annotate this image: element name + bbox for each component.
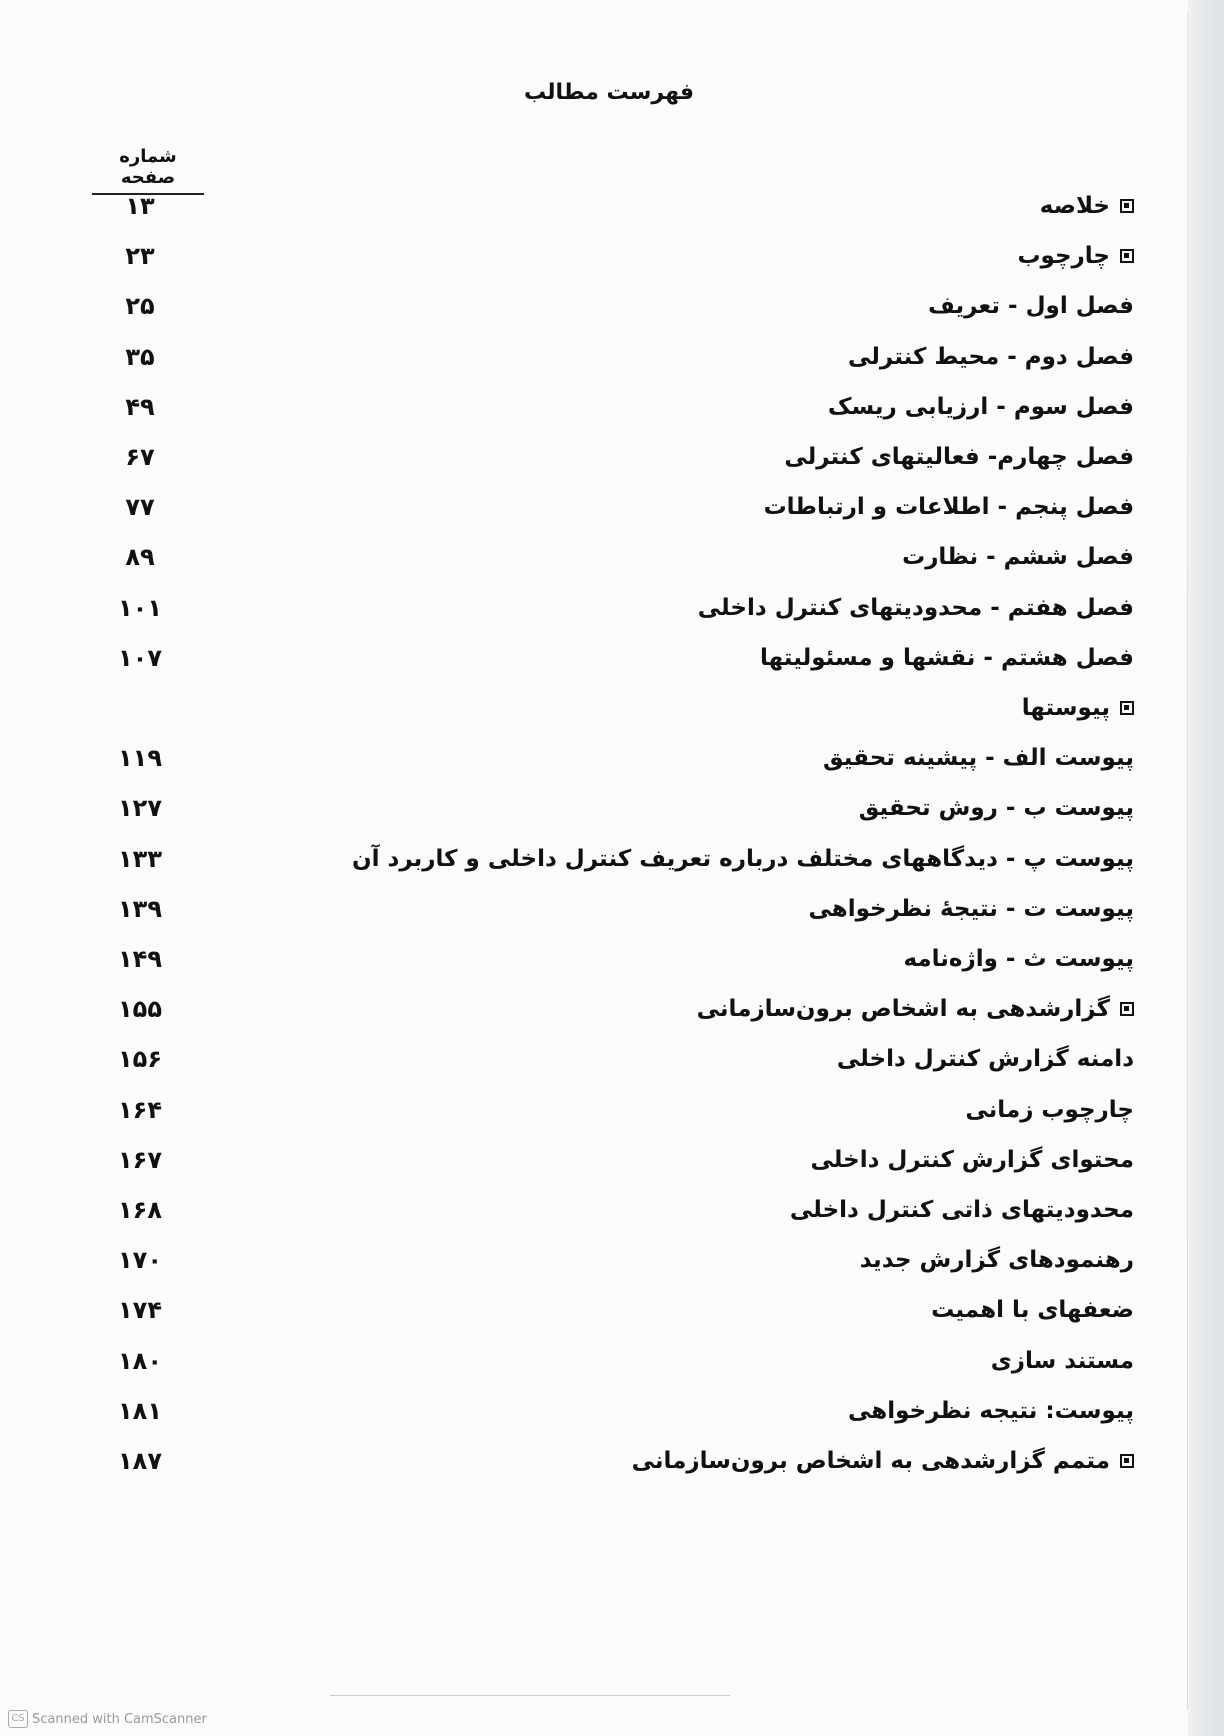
toc-page-number: ۷۷ [125, 493, 155, 522]
toc-entry [0, 1090, 1224, 1130]
toc-page-number: ۱۷۰ [118, 1246, 162, 1275]
toc-entry-label: گزارشدهی به اشخاص برون‌سازمانی [696, 996, 1110, 1023]
toc-entry-label: رهنمودهای گزارش جدید [859, 1247, 1134, 1274]
toc-entry-label: دامنه گزارش کنترل داخلی [836, 1046, 1134, 1073]
toc-entry [0, 1290, 1224, 1330]
toc-entry-title [859, 788, 1134, 828]
toc-entry [0, 738, 1224, 778]
toc-entry [0, 889, 1224, 929]
toc-entry-title [632, 1441, 1134, 1481]
divider [330, 1695, 730, 1696]
toc-entry-label: پیوست ت - نتیجهٔ نظرخواهی [808, 895, 1134, 922]
page-title: فهرست مطالب [523, 80, 695, 105]
toc-entry-label: پیوست: نتیجه نظرخواهی [847, 1397, 1134, 1424]
toc-entry-title [697, 989, 1134, 1029]
toc-entry-label: پیوستها [1021, 695, 1110, 721]
table-of-contents [0, 186, 1224, 1606]
toc-entry [0, 688, 1224, 728]
toc-entry-label: فصل پنجم - اطلاعات و ارتباطات [763, 494, 1134, 521]
toc-entry-label: پیوست پ - دیدگاههای مختلف درباره تعریف کنترل داخلی و کاربرد آن [352, 845, 1134, 872]
toc-entry-label: فصل اول - تعریف [928, 293, 1134, 320]
toc-page-number: ۱۶۴ [118, 1095, 162, 1124]
toc-entry-label: فصل هشتم - نقشها و مسئولیتها [759, 644, 1134, 671]
toc-page-number: ۶۷ [125, 443, 155, 471]
toc-entry-title [811, 1140, 1135, 1180]
square-bullet-icon [1120, 701, 1134, 715]
toc-page-number: ۱۸۷ [118, 1447, 162, 1475]
toc-page-number: ۱۰۷ [118, 643, 162, 672]
toc-entry-label: فصل ششم - نظارت [902, 544, 1134, 571]
toc-page-number: ۱۷۴ [118, 1296, 162, 1325]
toc-entry-title [823, 738, 1134, 778]
toc-entry-title [828, 387, 1134, 427]
toc-entry [0, 286, 1224, 326]
toc-page-number: ۸۹ [125, 543, 155, 572]
toc-page-number: ۳۵ [125, 342, 155, 371]
toc-page-number: ۲۳ [125, 242, 155, 271]
toc-entry-title [1022, 688, 1134, 728]
toc-entry-title [1017, 236, 1134, 276]
toc-entry [0, 487, 1224, 527]
toc-entry-title [903, 939, 1134, 979]
toc-entry-label: پیوست الف - پیشینه تحقیق [823, 745, 1134, 772]
toc-entry-title [809, 889, 1134, 929]
toc-page-number: ۱۶۷ [118, 1145, 162, 1174]
toc-entry-title [902, 537, 1134, 577]
toc-page-number: ۱۸۰ [118, 1346, 162, 1375]
square-bullet-icon [1120, 199, 1134, 213]
toc-entry-label: پیوست ث - واژه‌نامه [903, 946, 1134, 972]
toc-page-number [110, 688, 170, 728]
toc-entry [0, 1391, 1224, 1431]
toc-entry [0, 437, 1224, 477]
toc-entry [0, 839, 1224, 879]
toc-entry-title [352, 839, 1134, 879]
toc-entry-title [848, 337, 1134, 377]
toc-entry-label: پیوست ب - روش تحقیق [858, 795, 1134, 822]
toc-entry [0, 588, 1224, 628]
square-bullet-icon [1120, 1454, 1134, 1468]
toc-entry [0, 1441, 1224, 1481]
toc-entry-label: فصل چهارم- فعالیتهای کنترلی [784, 444, 1134, 470]
toc-page-number: ۴۹ [125, 392, 155, 421]
watermark-text: Scanned with CamScanner [32, 1711, 207, 1727]
toc-entry [0, 537, 1224, 577]
toc-entry [0, 236, 1224, 276]
toc-entry-label: فصل سوم - ارزیابی ریسک [827, 393, 1134, 420]
toc-entry-title [790, 1190, 1134, 1230]
toc-entry-title [848, 1391, 1134, 1431]
toc-page-number: ۱۵۶ [118, 1045, 162, 1074]
toc-page-number: ۲۵ [125, 292, 155, 321]
camscanner-logo-icon: CS [8, 1710, 28, 1728]
toc-entry [0, 1240, 1224, 1280]
toc-entry-title [928, 286, 1134, 326]
toc-page-number: ۱۲۷ [118, 794, 162, 823]
toc-entry-title [784, 437, 1134, 477]
toc-entry [0, 1140, 1224, 1180]
toc-page-number: ۱۱۹ [118, 744, 162, 773]
toc-entry-title [698, 588, 1134, 628]
toc-entry-label: ضعفهای با اهمیت [931, 1297, 1134, 1324]
toc-page-number: ۱۳۹ [118, 894, 162, 923]
toc-page-number: ۱۴۹ [118, 945, 162, 973]
toc-entry [0, 1341, 1224, 1381]
toc-entry-title [931, 1290, 1134, 1330]
toc-entry [0, 638, 1224, 678]
toc-entry [0, 1039, 1224, 1079]
toc-entry-label: فصل دوم - محیط کنترلی [848, 343, 1134, 370]
toc-entry-label: متمم گزارشدهی به اشخاص برون‌سازمانی [631, 1448, 1110, 1474]
toc-entry [0, 1190, 1224, 1230]
toc-entry [0, 387, 1224, 427]
toc-entry-label: مستند سازی [990, 1347, 1134, 1374]
toc-entry-title [860, 1240, 1134, 1280]
toc-page-number: ۱۵۵ [118, 995, 162, 1024]
square-bullet-icon [1120, 1002, 1134, 1016]
toc-entry-title [764, 487, 1134, 527]
toc-page-number: ۱۶۸ [118, 1196, 162, 1224]
toc-page-number: ۱۸۱ [118, 1396, 162, 1425]
toc-entry-label: فصل هفتم - محدودیتهای کنترل داخلی [697, 594, 1134, 621]
toc-entry-title [760, 638, 1134, 678]
toc-page-number: ۱۳۳ [118, 844, 162, 873]
toc-entry-label: چارچوب زمانی [965, 1096, 1134, 1123]
page-number-column-header: شماره صفحه [92, 146, 204, 195]
toc-entry-label: محتوای گزارش کنترل داخلی [810, 1146, 1134, 1173]
toc-entry-title [837, 1039, 1134, 1079]
scanner-watermark [8, 1710, 207, 1728]
toc-entry-title [1040, 186, 1134, 226]
toc-entry [0, 788, 1224, 828]
toc-entry [0, 989, 1224, 1029]
square-bullet-icon [1120, 249, 1134, 263]
toc-page-number: ۱۰۱ [118, 593, 162, 622]
toc-entry-label: محدودیتهای ذاتی کنترل داخلی [789, 1197, 1134, 1223]
toc-entry-title [991, 1341, 1134, 1381]
toc-entry-label: چارچوب [1017, 243, 1110, 270]
toc-page-number: ۱۳ [125, 192, 155, 220]
toc-entry-title [965, 1090, 1134, 1130]
toc-entry [0, 186, 1224, 226]
toc-entry [0, 939, 1224, 979]
toc-entry [0, 337, 1224, 377]
toc-entry-label: خلاصه [1039, 193, 1110, 219]
